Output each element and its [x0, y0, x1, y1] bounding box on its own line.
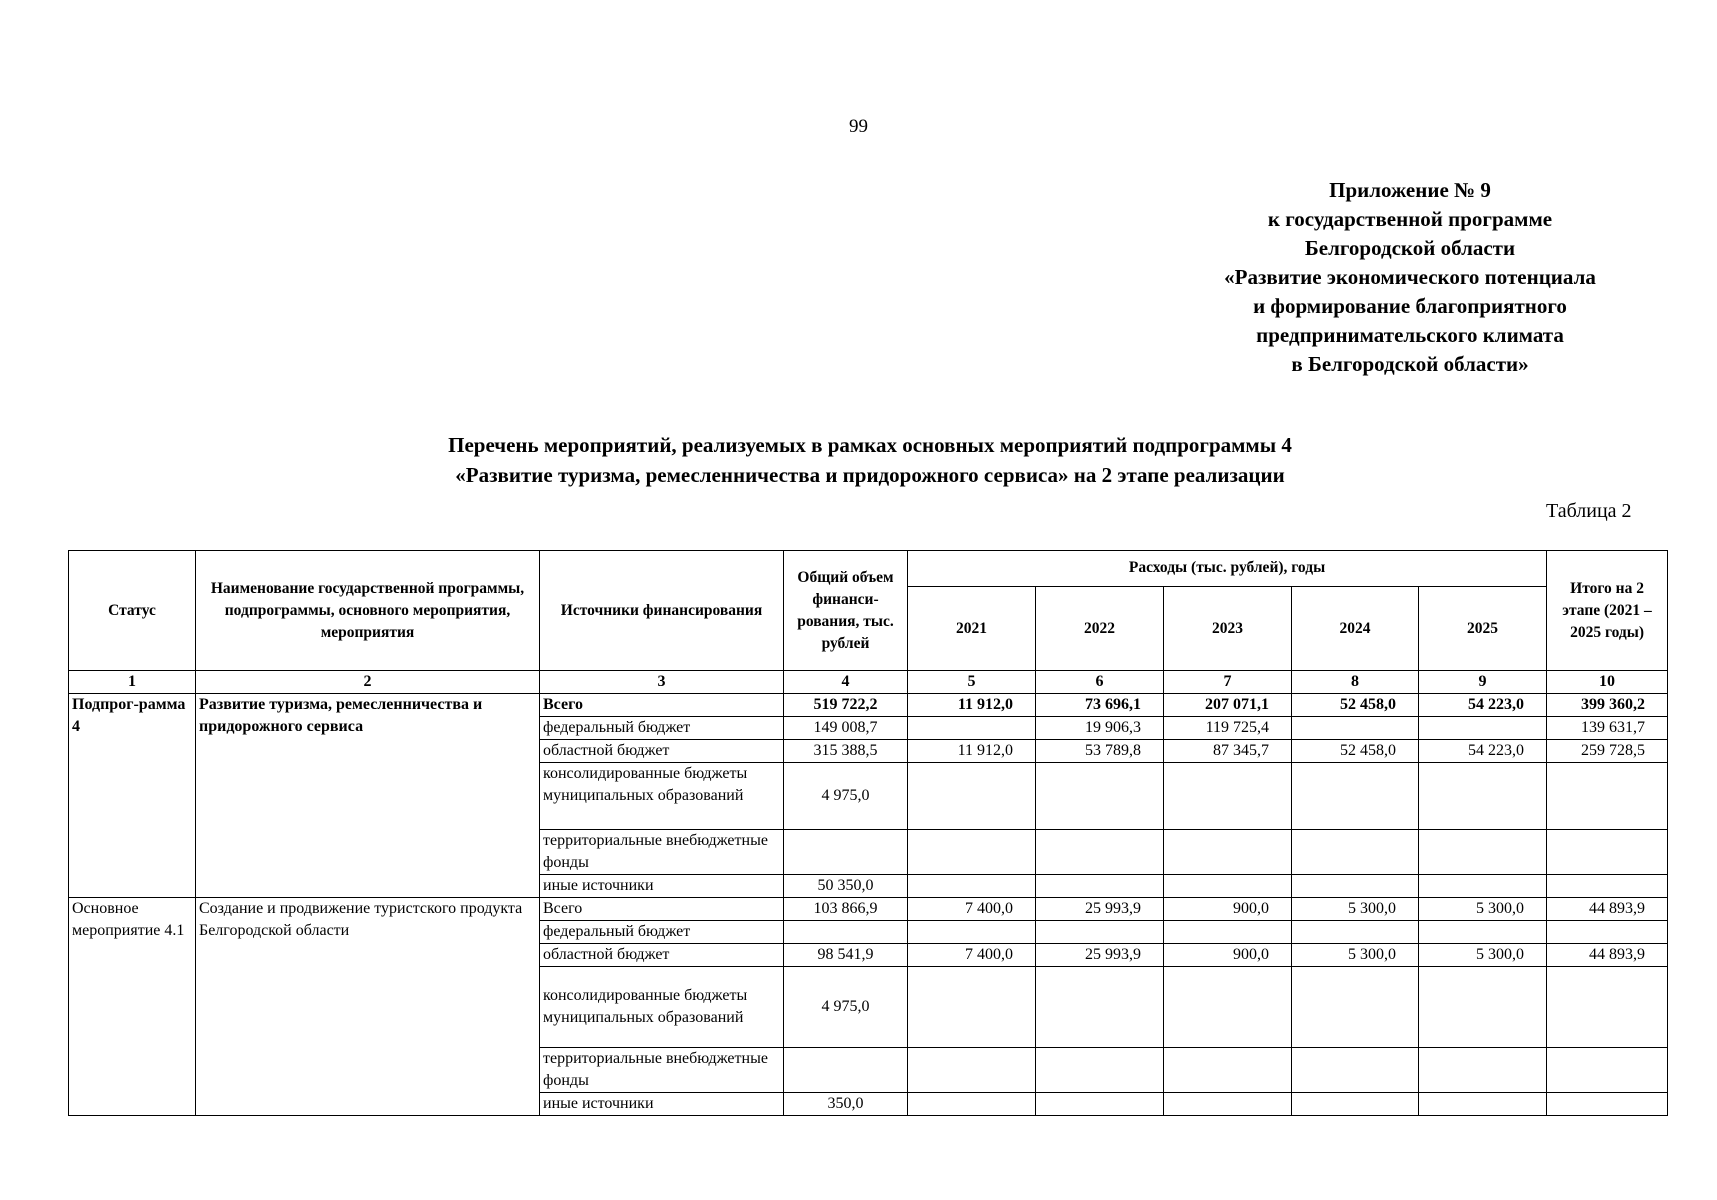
year-cell: 207 071,1: [1164, 694, 1292, 717]
header-expenses: Расходы (тыс. рублей), годы: [908, 551, 1547, 587]
column-number: 6: [1036, 671, 1164, 694]
year-cell: [1036, 875, 1164, 898]
total-cell: [784, 1048, 908, 1093]
year-cell: [908, 967, 1036, 1048]
status-cell: Подпрог-рамма 4: [69, 694, 196, 898]
header-year: 2021: [908, 587, 1036, 671]
appendix-line: в Белгородской области»: [1291, 352, 1529, 376]
source-cell: федеральный бюджет: [540, 717, 784, 740]
header-total-volume: Общий объем финанси-рования, тыс. рублей: [784, 551, 908, 671]
year-cell: [1419, 967, 1547, 1048]
year-cell: 7 400,0: [908, 944, 1036, 967]
total-cell: [784, 921, 908, 944]
stage-total-cell: [1547, 967, 1668, 1048]
stage-total-cell: [1547, 1093, 1668, 1116]
header-status: Статус: [69, 551, 196, 671]
source-cell: областной бюджет: [540, 740, 784, 763]
table-label: Таблица 2: [1546, 500, 1632, 522]
page-number: 99: [849, 116, 868, 137]
year-cell: 54 223,0: [1419, 694, 1547, 717]
status-cell: Основное мероприятие 4.1: [69, 898, 196, 1116]
total-cell: 315 388,5: [784, 740, 908, 763]
year-cell: [1036, 967, 1164, 1048]
header-year: 2023: [1164, 587, 1292, 671]
year-cell: [908, 830, 1036, 875]
appendix-line: «Развитие экономического потенциала: [1224, 265, 1596, 289]
source-cell: территориальные внебюджетные фонды: [540, 1048, 784, 1093]
header-stage-total: Итого на 2 этапе (2021 – 2025 годы): [1547, 551, 1668, 671]
year-cell: [1419, 1093, 1547, 1116]
source-cell: Всего: [540, 898, 784, 921]
total-cell: 4 975,0: [784, 967, 908, 1048]
source-cell: областной бюджет: [540, 944, 784, 967]
total-cell: 4 975,0: [784, 763, 908, 830]
total-cell: 50 350,0: [784, 875, 908, 898]
stage-total-cell: [1547, 763, 1668, 830]
year-cell: 5 300,0: [1419, 898, 1547, 921]
year-cell: [1292, 1093, 1419, 1116]
year-cell: [1419, 1048, 1547, 1093]
year-cell: 73 696,1: [1036, 694, 1164, 717]
table-row: [69, 898, 1668, 921]
stage-total-cell: [1547, 921, 1668, 944]
year-cell: [1036, 1048, 1164, 1093]
header-name: Наименование государственной программы, подпрограммы, основного мероприятия, мероприятия: [196, 551, 540, 671]
year-cell: [1292, 763, 1419, 830]
year-cell: [1164, 763, 1292, 830]
title-line: «Развитие туризма, ремесленничества и придорожного сервиса» на 2 этапе реализации: [455, 463, 1285, 487]
year-cell: [1419, 763, 1547, 830]
header-year: 2024: [1292, 587, 1419, 671]
name-cell: Развитие туризма, ремесленничества и придорожного сервиса: [196, 694, 540, 898]
stage-total-cell: 139 631,7: [1547, 717, 1668, 740]
appendix-line: и формирование благоприятного: [1253, 294, 1567, 318]
appendix-heading: [1170, 176, 1650, 379]
column-number: 9: [1419, 671, 1547, 694]
year-cell: [908, 1048, 1036, 1093]
column-number: 2: [196, 671, 540, 694]
column-number: 4: [784, 671, 908, 694]
column-number: 5: [908, 671, 1036, 694]
year-cell: [1036, 921, 1164, 944]
total-cell: 519 722,2: [784, 694, 908, 717]
appendix-line: предпринимательского климата: [1256, 323, 1564, 347]
total-cell: 103 866,9: [784, 898, 908, 921]
year-cell: [1292, 830, 1419, 875]
header-year: 2025: [1419, 587, 1547, 671]
header-sources: Источники финансирования: [540, 551, 784, 671]
source-cell: Всего: [540, 694, 784, 717]
year-cell: [908, 717, 1036, 740]
year-cell: 7 400,0: [908, 898, 1036, 921]
total-cell: 98 541,9: [784, 944, 908, 967]
year-cell: 5 300,0: [1419, 944, 1547, 967]
year-cell: 87 345,7: [1164, 740, 1292, 763]
year-cell: [1164, 875, 1292, 898]
year-cell: 119 725,4: [1164, 717, 1292, 740]
source-cell: территориальные внебюджетные фонды: [540, 830, 784, 875]
year-cell: 53 789,8: [1036, 740, 1164, 763]
source-cell: иные источники: [540, 1093, 784, 1116]
financing-table: [68, 550, 1668, 1116]
year-cell: 11 912,0: [908, 740, 1036, 763]
year-cell: 11 912,0: [908, 694, 1036, 717]
document-title: [0, 430, 1717, 490]
year-cell: [908, 763, 1036, 830]
year-cell: 5 300,0: [1292, 944, 1419, 967]
total-cell: [784, 830, 908, 875]
year-cell: [1036, 763, 1164, 830]
year-cell: [1164, 967, 1292, 1048]
year-cell: [908, 875, 1036, 898]
year-cell: [1292, 967, 1419, 1048]
year-cell: [908, 921, 1036, 944]
column-number: 1: [69, 671, 196, 694]
header-year: 2022: [1036, 587, 1164, 671]
year-cell: [1164, 921, 1292, 944]
stage-total-cell: [1547, 875, 1668, 898]
source-cell: иные источники: [540, 875, 784, 898]
name-cell: Создание и продвижение туристского продукта Белгородской области: [196, 898, 540, 1116]
column-number: 10: [1547, 671, 1668, 694]
source-cell: консолидированные бюджеты муниципальных образований: [540, 763, 784, 830]
stage-total-cell: [1547, 830, 1668, 875]
year-cell: [1292, 875, 1419, 898]
year-cell: [1292, 921, 1419, 944]
total-cell: 350,0: [784, 1093, 908, 1116]
stage-total-cell: 259 728,5: [1547, 740, 1668, 763]
year-cell: [1292, 1048, 1419, 1093]
source-cell: консолидированные бюджеты муниципальных образований: [540, 967, 784, 1048]
stage-total-cell: 44 893,9: [1547, 944, 1668, 967]
year-cell: 54 223,0: [1419, 740, 1547, 763]
title-line: Перечень мероприятий, реализуемых в рамках основных мероприятий подпрограммы 4: [448, 433, 1292, 457]
column-number: 3: [540, 671, 784, 694]
year-cell: [1164, 1048, 1292, 1093]
column-number: 7: [1164, 671, 1292, 694]
source-cell: федеральный бюджет: [540, 921, 784, 944]
stage-total-cell: [1547, 1048, 1668, 1093]
stage-total-cell: 399 360,2: [1547, 694, 1668, 717]
year-cell: 5 300,0: [1292, 898, 1419, 921]
year-cell: [908, 1093, 1036, 1116]
appendix-line: Белгородской области: [1304, 236, 1516, 260]
total-cell: 149 008,7: [784, 717, 908, 740]
year-cell: 52 458,0: [1292, 740, 1419, 763]
year-cell: [1419, 717, 1547, 740]
year-cell: 900,0: [1164, 944, 1292, 967]
year-cell: 25 993,9: [1036, 898, 1164, 921]
year-cell: [1036, 1093, 1164, 1116]
year-cell: 19 906,3: [1036, 717, 1164, 740]
year-cell: [1164, 830, 1292, 875]
year-cell: 900,0: [1164, 898, 1292, 921]
year-cell: [1036, 830, 1164, 875]
stage-total-cell: 44 893,9: [1547, 898, 1668, 921]
year-cell: 52 458,0: [1292, 694, 1419, 717]
year-cell: [1419, 875, 1547, 898]
appendix-line: Приложение № 9: [1329, 178, 1491, 202]
year-cell: 25 993,9: [1036, 944, 1164, 967]
year-cell: [1292, 717, 1419, 740]
column-number: 8: [1292, 671, 1419, 694]
year-cell: [1419, 921, 1547, 944]
year-cell: [1419, 830, 1547, 875]
table-row: [69, 694, 1668, 717]
appendix-line: к государственной программе: [1267, 207, 1553, 231]
year-cell: [1164, 1093, 1292, 1116]
